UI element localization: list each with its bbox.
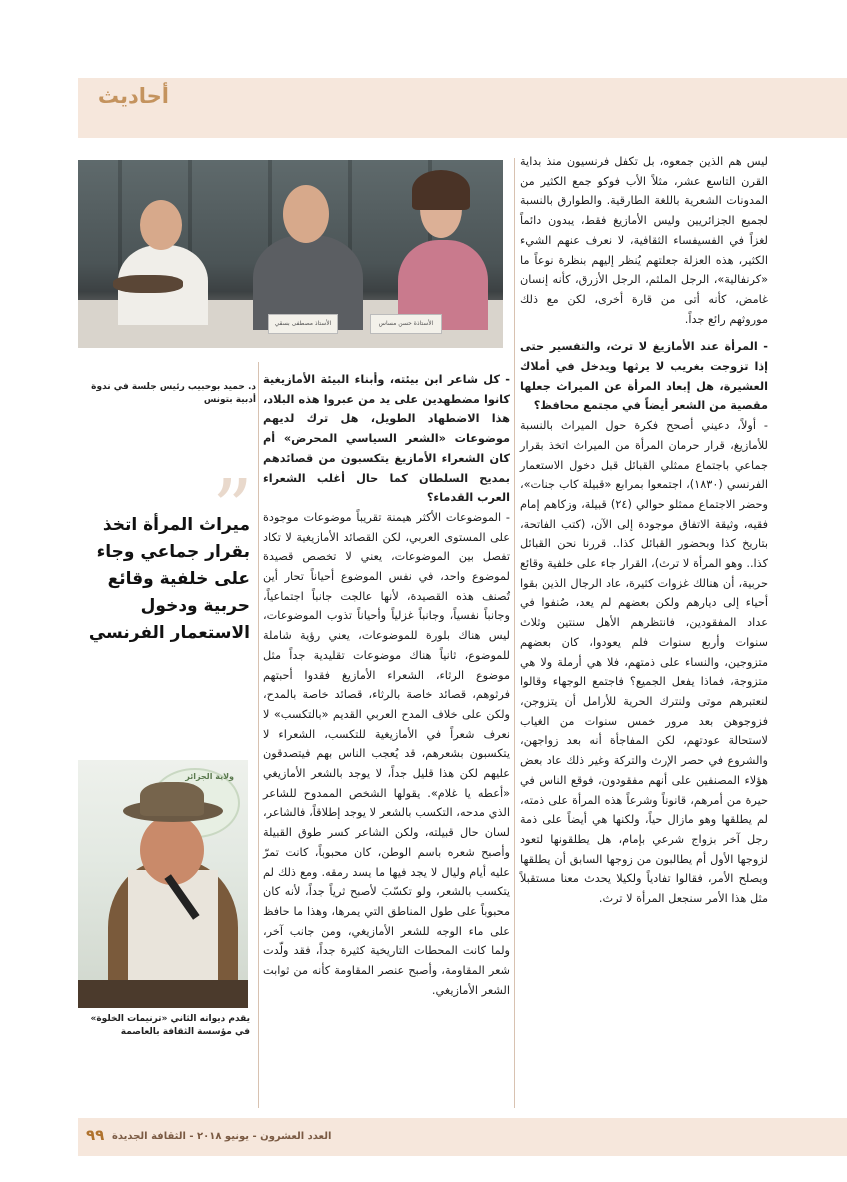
section-title: أحاديث xyxy=(97,84,169,108)
question-paragraph: - كل شاعر ابن بيئته، وأبناء البيئة الأمازيغية كانوا مضطهدين على يد من عبروا هذه البلاد، هذا الاضطهاد الطويل، هل ترك لديهم موضوعات «الشعر السياسي المحرض» أم كان الشعراء الأمازيغ يتكسبون من قصائدهم بمديح السلطان كما حال أغلب الشعراء العرب القدماء؟ xyxy=(263,373,510,505)
column-rule-right xyxy=(514,158,515,1108)
panel-discussion-photo xyxy=(78,160,503,348)
panel-photo-caption: د. حميد بوحبيب رئيس جلسة في ندوة أدبية بتونس xyxy=(91,382,256,405)
poet-portrait-photo xyxy=(78,760,248,1008)
nameplate-right: الأستاذة حسن مساس xyxy=(370,314,442,334)
issue-info: العدد العشرون - يونيو ٢٠١٨ - الثقافة الجديدة xyxy=(112,1131,332,1142)
header-band xyxy=(78,78,847,138)
column-rule-left xyxy=(258,362,259,1108)
quote-mark-icon: ” xyxy=(212,462,253,555)
banner-text: ولاية الجزائر xyxy=(185,772,234,781)
paragraph: - الموضوعات الأكثر هيمنة تقريباً موضوعات موجودة على المستوى العربي، لكن القصائد الأمازيغية لا تكاد تفصل بين الموضوعات، يعني لا تخصص قصيدة لموضوع واحد، في نفس الموضوع أحياناً تحار أين تُصنف هذه القصيدة، لأنها عالجت جانباً اجتماعياً، وجانباً نفسياً، وجانباً غزلياً وأحياناً تذوب الموضوعات، ليس هناك بلورة للموضوعات، يعني رؤية شاملة للموضوع، ثانياً هناك موضوعات تقليدية جداً مثل موضوع الرثاء، الشعراء الأمازيغ فقدوا أحبتهم فرثوهم، قصائد خاصة بالرثاء، قصائد خاصة بالمدح، ولكن على خلاف المدح العربي القديم «بالتكسب» لا نعرف شعراً في الأمازيغية للتكسب، الشعراء لا يتكسبون بشعرهم، قد يُعجب الناس بهم فيتصدقون عليهم لكن هذا قليل جداً، لا يوجد بالشعر الأمازيغي «أعطه يا غلام». يقولها الشخص الممدوح للشاعر الذي مدحه، التكسب بالشعر لا يوجد إطلاقاً، فالشاعر، لسان حال قبيلته، ولكن الشاعر كسر طوق القبيلة وأصبح شعره باسم الوطن، كان محبوباً، كانت تمرّ عليه أيام وليال لا يجد فيها ما يسد رمقه. ومع ذلك لم يتكسب بالشعر، ولو تكسّبَ لأصبح ثرياً جداً، لأنه كان محبوباً على طول المناطق التي يمرها، وهذا ما حافظ على ماء الوجه للشعر الأمازيغي، ومن جانب آخر، ولما كانت المحطات التاريخية كثيرة جداً، فقد ولّدت شعر المقاومة، وأصبح عنصر المقاومة كأنه من ثوابت الشعر الأمازيغي. xyxy=(263,510,510,997)
paragraph: - أولاً، دعيني أصحح فكرة حول الميراث بالنسبة للأمازيغ، قرار حرمان المرأة من الميراث اتخذ بقرار جماعي باجتماع ممثلي القبائل قبل دخول الاستعمار الفرنسي (١٨٣٠)، اجتمعوا بمرابع «قبيلة كاب جنات»، وحضر الاجتماع ممثلو حوالي (٢٤) قبيلة، وزكاهم إمام فقيه، وثيقة الاتفاق موجودة إلى الآن، (كتب الفاتحة، بتاريخ كذا وبحضور القبائل كذا.. قررنا نحن القبائل كذا.. وهو المرأة لا ترث)، القرار جاء على خلفية وقائع حربية، أن هنالك غزوات كثيرة، عاد الرجال الذين بقوا أحياء إلى ديارهم ولكن بعضهم لم يعد، صُنفوا في عداد المفقودين، فانتظرهم الأهل سنتين وثلاث سنوات وأربع سنوات فلم يعودوا، كان بعضهم متزوجين، والنساء على ذمتهم، فلا هي أرملة ولا هي متزوجة، فماذا يفعل الجميع؟ فاجتمع الوجهاء وقالوا لنعتبرهم موتى ولنترك الحرية للأرامل أن يتزوجن، فزوجوهن بعد مرور خمس سنوات من الغياب لاستحالة عودتهم، لكن المفاجأة أنه بعد زواجهن، والشروع في حصر الإرث والتركة وغير ذلك عاد بعض هؤلاء المصنفين على أنهم مفقودون، فوقع الناس في حيرة من أمرهم، قانوناً وشرعاً هذه المرأة على ذمته، لم يطلقها وهو مازال حياً، ولكنها هي أيضاً على ذمة رجل آخر بزواج شرعي بإمام، هل يطلقونها لتعود لزوجها الأول أم يطالبون من زوجها السابق أن يطلقها ويصلح الأمر، فقالوا تفادياً ولكيلا يحدث معنا مستقبلاً مثل هذا الأمر سنجعل المرأة لا ترث. xyxy=(520,419,768,906)
nameplate-middle: الأستاذ مصطفى بسقي xyxy=(268,314,338,334)
article-column-middle xyxy=(263,370,510,1001)
pull-quote: ميراث المرأة اتخذ بقرار جماعي وجاء على خلفية وقائع حربية ودخول الاستعمار الفرنسي xyxy=(88,515,250,643)
paragraph: ليس هم الذين جمعوه، بل تكفل فرنسيون منذ بداية القرن التاسع عشر، مثلاً الأب فوكو جمع الكثير من المدونات الشعرية باللغة الطارقية. والطوارق بالنسبة لجميع الجزائريين وليس الأمازيغ فقط، يبدون دائماً لغزاً في الفسيفساء الثقافية، لا نعرف عنهم الشيء الكثير، هذه العزلة جعلتهم يُنظر إليهم بنظرة نوعاً ما «كرنفالية»، الرجل الملثم، الرجل الأزرق، كأنه إنسان غامض، كأنه أتى من قارة أخرى، لكن مع ذلك موروثهم رائع جداً. xyxy=(520,155,768,326)
page-number: ٩٩ xyxy=(86,1126,105,1144)
article-column-right xyxy=(520,152,768,909)
portrait-photo-caption: يقدم ديوانه الثاني «ترنيمات الخلوة» في مؤسسة الثقافة بالعاصمة xyxy=(90,1014,250,1037)
question-paragraph: - المرأة عند الأمازيغ لا ترث، والتفسير حتى إذا تزوجت بغريب لا يرثها ويدخل في أملاك العشيرة، هل إبعاد المرأة عن الميراث جعلها مقصية من الشعر أيضاً في مجتمع محافظ؟ xyxy=(520,340,768,413)
